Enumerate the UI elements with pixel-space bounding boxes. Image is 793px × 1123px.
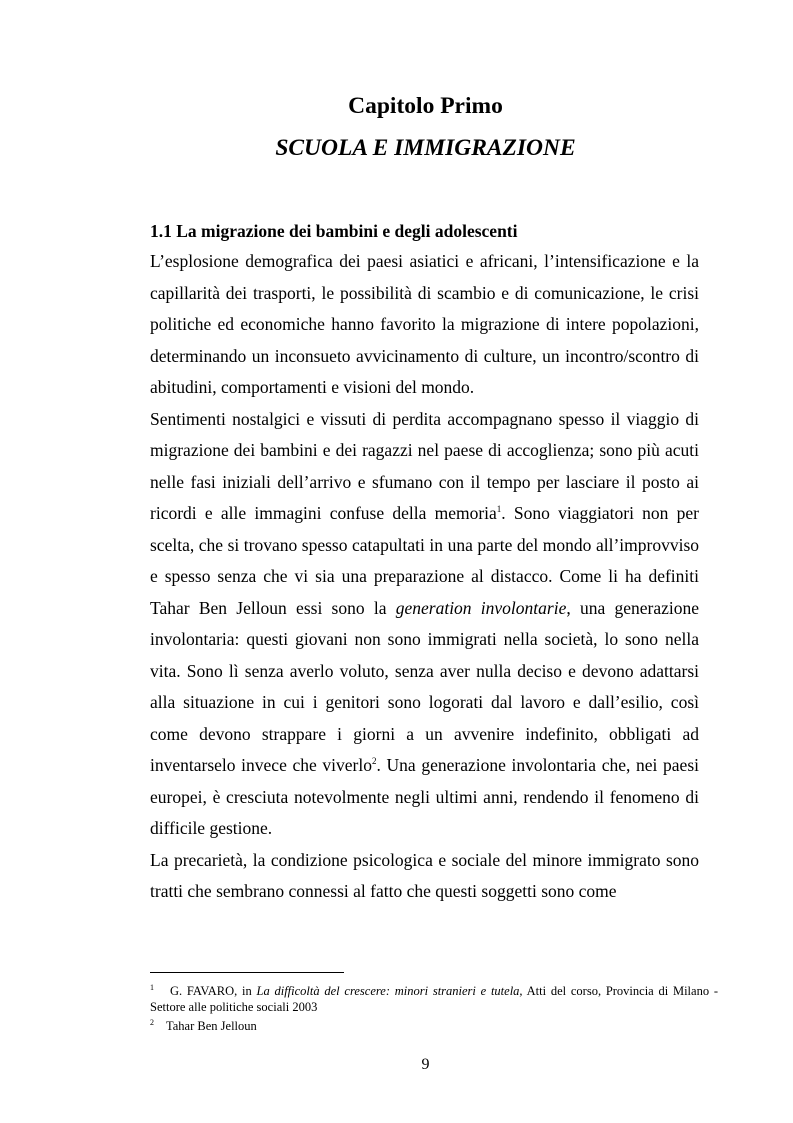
footnote-1-author: G. FAVARO, in <box>170 984 257 998</box>
footnote-ref-1: 1 <box>496 504 502 514</box>
paragraph-2-text-b: . Sono viaggiatori non per scelta, che si trovano spesso catapultati in una parte del mondo all’improvviso e spesso senza che vi sia una preparazione al distacco. Come li ha definiti Tahar Ben Jelloun essi sono la <box>150 503 699 618</box>
paragraph-2 <box>150 404 699 845</box>
main-text <box>150 216 699 908</box>
chapter-subtitle: SCUOLA E IMMIGRAZIONE <box>275 135 576 161</box>
footnotes <box>150 980 718 1035</box>
footnote-1-marker: 1 <box>150 983 154 992</box>
footnote-2 <box>150 1015 718 1035</box>
paragraph-1: L’esplosione demografica dei paesi asiatici e africani, l’intensificazione e la capillarità dei trasporti, le possibilità di scambio e di comunicazione, le crisi politiche ed economiche hanno favorito la migrazione di intere popolazioni, determinando un inconsueto avvicinamento di culture, un incontro/scontro di abitudini, comportamenti e visioni del mondo. <box>150 251 699 397</box>
paragraph-2-text-c: , una generazione involontaria: questi giovani non sono immigrati nella società, lo sono nella vita. Sono lì senza averlo voluto, senza aver nulla deciso e devono adattarsi alla situazione in cui i genitori sono logorati dal lavoro e dall’esilio, così come devono strappare i giorni a un avvenire indefinito, obbligati ad inventarselo invece che viverlo <box>150 597 699 775</box>
footnote-divider <box>150 972 344 973</box>
paragraph-2-italic: generation involontarie <box>395 597 567 618</box>
footnote-1-title: La difficoltà del crescere: minori stranieri e tutela, <box>256 984 523 998</box>
footnote-ref-2: 2 <box>372 756 377 766</box>
paragraph-2-text-d: . Una generazione involontaria che, nei paesi europei, è cresciuta notevolmente negli ultimi anni, rendendo il fenomeno di difficile gestione. <box>150 755 699 838</box>
section-heading: 1.1 La migrazione dei bambini e degli adolescenti <box>150 221 518 241</box>
page-number: 9 <box>421 1056 430 1073</box>
chapter-title: Capitolo Primo <box>348 93 503 119</box>
footnote-2-text: Tahar Ben Jelloun <box>166 1019 257 1033</box>
footnote-2-marker: 2 <box>150 1018 154 1027</box>
footnote-1 <box>150 980 718 1015</box>
footnote-1-rest: Atti del corso, Provincia di Milano - Settore alle politiche sociali 2003 <box>150 984 718 1014</box>
paragraph-2-text-a: Sentimenti nostalgici e vissuti di perdita accompagnano spesso il viaggio di migrazione dei bambini e dei ragazzi nel paese di accoglienza; sono più acuti nelle fasi iniziali dell’arrivo e sfumano con il tempo per lasciare il posto ai ricordi e alle immagini confuse della memoria <box>150 408 699 523</box>
paragraph-3: La precarietà, la condizione psicologica e sociale del minore immigrato sono tratti che sembrano connessi al fatto che questi soggetti sono come <box>150 849 699 901</box>
